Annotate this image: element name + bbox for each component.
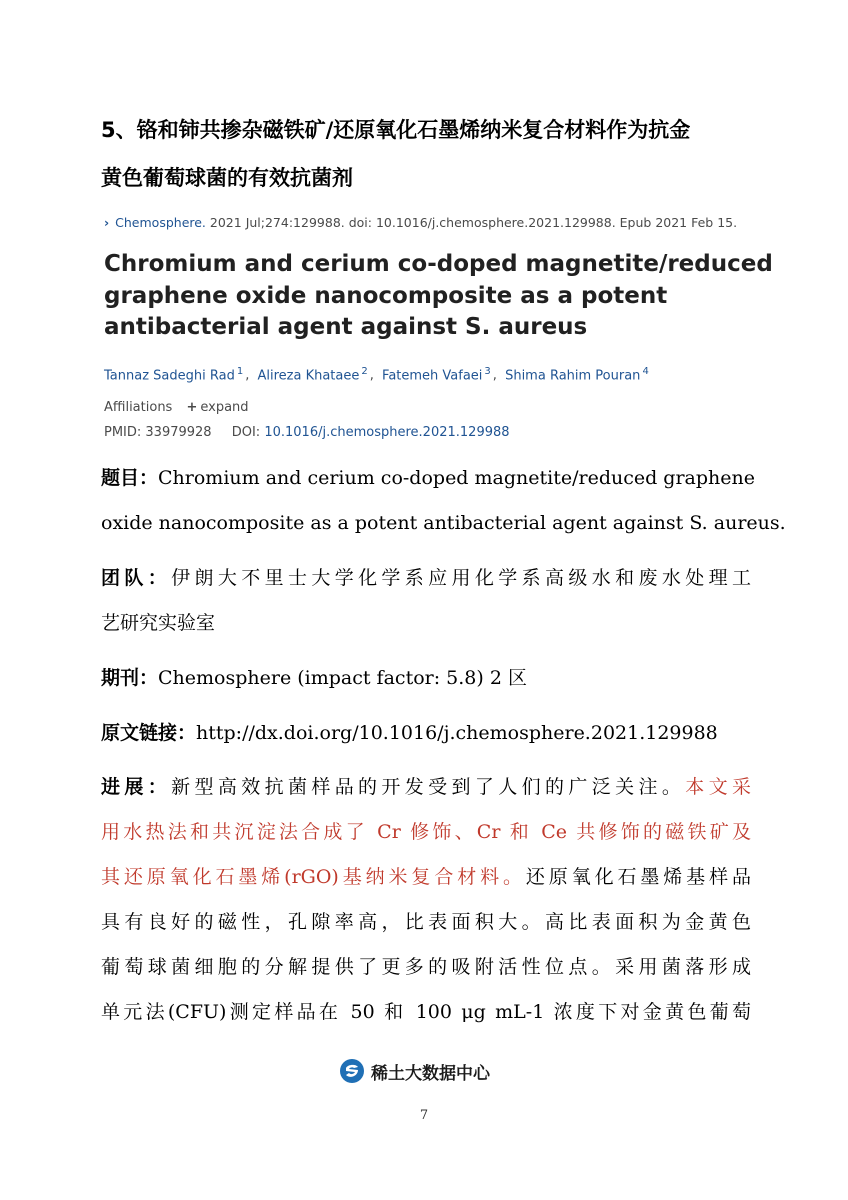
title-field bbox=[101, 456, 786, 546]
rare-earth-logo-icon bbox=[339, 1058, 365, 1084]
author-link[interactable]: Tannaz Sadeghi Rad bbox=[104, 368, 235, 384]
progress-text: 具有良好的磁性，孔隙率高，比表面积大。高比表面积为金黄色 bbox=[101, 911, 751, 933]
article-heading-line: 5、铬和铈共掺杂磁铁矿/还原氧化石墨烯纳米复合材料作为抗金 bbox=[101, 118, 691, 142]
progress-field-label: 进展： bbox=[101, 776, 172, 798]
article-heading bbox=[101, 106, 761, 202]
progress-text: 葡萄球菌细胞的分解提供了更多的吸附活性位点。采用菌落形成 bbox=[101, 956, 751, 978]
doi-label: DOI: bbox=[231, 425, 261, 440]
paper-title bbox=[104, 249, 773, 344]
author-list: Tannaz Sadeghi Rad $^1$ , Alireza Khataee $^2$ , Fatemeh Vafaei $^3$ , Shima Rahim Pouran $^4$ bbox=[104, 366, 649, 384]
pubmed-screenshot bbox=[100, 208, 773, 448]
progress-text: 新型高效抗菌样品的开发受到了人们的广泛关注。 bbox=[171, 776, 686, 798]
progress-text: 单元法(CFU)测定样品在 50 和 100 μg mL-1 浓度下对金黄色葡萄 bbox=[101, 1001, 751, 1023]
page-number: 7 bbox=[419, 1108, 429, 1123]
team-field-value: 伊朗大不里士大学化学系应用化学系高级水和废水处理工 bbox=[171, 567, 751, 589]
article-heading-line: 黄色葡萄球菌的有效抗菌剂 bbox=[101, 166, 353, 190]
team-field bbox=[101, 556, 751, 646]
author-affiliation-number[interactable]: 1 bbox=[236, 366, 244, 377]
author-link[interactable]: Shima Rahim Pouran bbox=[505, 368, 641, 384]
author-affiliation-number[interactable]: 4 bbox=[642, 366, 649, 377]
affiliations-row bbox=[104, 400, 249, 415]
author-link[interactable]: Alireza Khataee bbox=[257, 368, 360, 384]
progress-highlight: 用水热法和共沉淀法合成了 Cr 修饰、Cr 和 Ce 共修饰的磁铁矿及 bbox=[101, 821, 751, 843]
title-field-label: 题目： bbox=[101, 467, 159, 489]
journal-link[interactable]: Chemosphere. bbox=[115, 215, 206, 230]
progress-text: 还原氧化石墨烯基样品 bbox=[525, 866, 751, 888]
citation-line bbox=[104, 215, 737, 230]
title-field-value: oxide nanocomposite as a potent antibacterial agent against S. aureus. bbox=[101, 512, 786, 534]
progress-highlight: 其还原氧化石墨烯(rGO)基纳米复合材料。 bbox=[101, 866, 526, 888]
paper-title-line: antibacterial agent against S. aureus bbox=[104, 314, 588, 340]
plus-icon[interactable]: + bbox=[186, 400, 198, 415]
journal-field-value: Chemosphere (impact factor: 5.8) 2 区 bbox=[158, 667, 527, 689]
identifiers-row bbox=[104, 425, 510, 440]
team-field-value: 艺研究实验室 bbox=[101, 612, 216, 634]
doi-link[interactable]: 10.1016/j.chemosphere.2021.129988 bbox=[264, 425, 510, 440]
progress-highlight: 本文采 bbox=[685, 776, 751, 798]
journal-field-label: 期刊： bbox=[101, 667, 159, 689]
team-field-label: 团队： bbox=[101, 567, 172, 589]
author-affiliation-number[interactable]: 2 bbox=[361, 366, 368, 377]
footer-brand-text: 稀土大数据中心 bbox=[371, 1063, 490, 1084]
author-link[interactable]: Fatemeh Vafaei bbox=[382, 368, 483, 384]
original-link[interactable]: http://dx.doi.org/10.1016/j.chemosphere.2021.129988 bbox=[196, 722, 718, 744]
affiliations-label: Affiliations bbox=[104, 400, 173, 415]
paper-title-line: Chromium and cerium co-doped magnetite/reduced bbox=[104, 251, 773, 277]
paper-title-line: graphene oxide nanocomposite as a potent bbox=[104, 282, 668, 309]
footer-brand bbox=[339, 1058, 490, 1084]
link-field bbox=[101, 711, 751, 756]
citation-text: 2021 Jul;274:129988. doi: 10.1016/j.chemosphere.2021.129988. Epub 2021 Feb 15. bbox=[209, 215, 738, 230]
expand-button[interactable]: expand bbox=[200, 400, 249, 415]
link-field-label: 原文链接： bbox=[101, 722, 197, 744]
pmid-text: PMID: 33979928 bbox=[104, 425, 212, 440]
title-field-value: Chromium and cerium co-doped magnetite/reduced graphene bbox=[158, 467, 756, 489]
journal-field bbox=[101, 656, 751, 701]
chevron-right-icon: › bbox=[104, 215, 110, 230]
author-affiliation-number[interactable]: 3 bbox=[484, 366, 491, 377]
progress-field bbox=[101, 765, 751, 1035]
